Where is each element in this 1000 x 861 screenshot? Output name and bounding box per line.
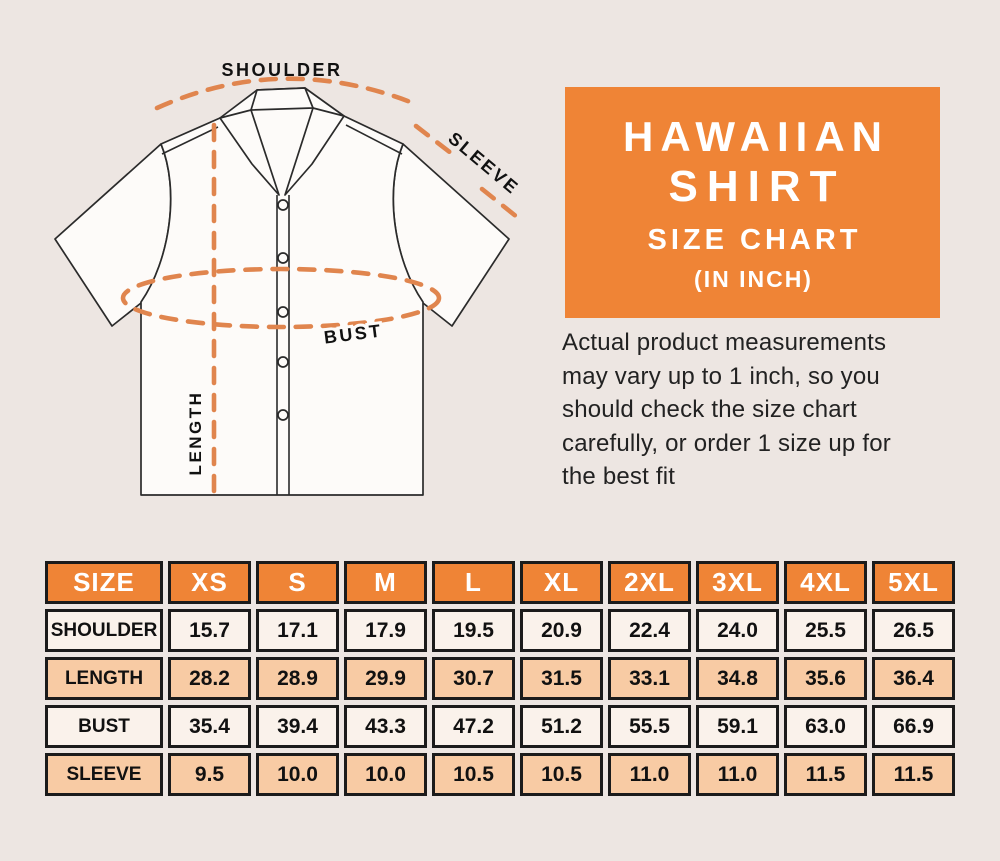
table-cell: 36.4: [872, 657, 955, 700]
size-table-body: [45, 609, 955, 796]
length-label: LENGTH: [186, 390, 205, 476]
note-line: may vary up to 1 inch, so you: [562, 362, 880, 390]
table-cell: 11.0: [696, 753, 779, 796]
table-row-shoulder: [45, 609, 955, 652]
button: [278, 200, 288, 210]
header-cell-5xl: 5XL: [872, 561, 955, 604]
table-cell: 30.7: [432, 657, 515, 700]
table-cell: 17.9: [344, 609, 427, 652]
shirt-body: [141, 88, 423, 495]
header-cell-xs: XS: [168, 561, 251, 604]
note-line: should check the size chart: [562, 396, 857, 423]
table-cell: 31.5: [520, 657, 603, 700]
table-row-sleeve: [45, 753, 955, 796]
table-cell: 28.9: [256, 657, 339, 700]
header-cell-m: M: [344, 561, 427, 604]
title-line-in-inch: (IN INCH): [694, 265, 813, 292]
row-label: SHOULDER: [45, 609, 163, 652]
size-table-header-row: [45, 561, 955, 604]
table-cell: 29.9: [344, 657, 427, 700]
size-table: [40, 556, 960, 801]
note-line: the best fit: [562, 463, 676, 490]
row-label: BUST: [45, 705, 163, 748]
table-cell: 59.1: [696, 705, 779, 748]
button: [278, 253, 288, 263]
table-cell: 15.7: [168, 609, 251, 652]
table-cell: 43.3: [344, 705, 427, 748]
table-cell: 35.4: [168, 705, 251, 748]
table-cell: 10.5: [432, 753, 515, 796]
table-cell: 24.0: [696, 609, 779, 652]
table-cell: 63.0: [784, 705, 867, 748]
table-cell: 25.5: [784, 609, 867, 652]
table-cell: 26.5: [872, 609, 955, 652]
title-box: [565, 87, 940, 318]
table-cell: 10.0: [256, 753, 339, 796]
table-cell: 66.9: [872, 705, 955, 748]
table-cell: 35.6: [784, 657, 867, 700]
table-cell: 17.1: [256, 609, 339, 652]
table-cell: 11.5: [872, 753, 955, 796]
title-line-shirt: SHIRT: [668, 161, 846, 211]
table-cell: 11.0: [608, 753, 691, 796]
button: [278, 410, 288, 420]
note-line: carefully, or order 1 size up for: [562, 429, 891, 457]
header-cell-size: SIZE: [45, 561, 163, 604]
table-cell: 9.5: [168, 753, 251, 796]
table-cell: 55.5: [608, 705, 691, 748]
table-cell: 28.2: [168, 657, 251, 700]
table-cell: 51.2: [520, 705, 603, 748]
note-line: Actual product measurements: [562, 329, 887, 356]
bust-label: BUST: [322, 320, 384, 348]
table-row-bust: [45, 705, 955, 748]
header-cell-l: L: [432, 561, 515, 604]
table-cell: 39.4: [256, 705, 339, 748]
shoulder-label: SHOULDER: [221, 60, 343, 80]
table-row-length: [45, 657, 955, 700]
table-cell: 10.5: [520, 753, 603, 796]
button: [278, 357, 288, 367]
table-cell: 19.5: [432, 609, 515, 652]
table-cell: 34.8: [696, 657, 779, 700]
table-cell: 47.2: [432, 705, 515, 748]
header-cell-s: S: [256, 561, 339, 604]
row-label: SLEEVE: [45, 753, 163, 796]
table-cell: 33.1: [608, 657, 691, 700]
shirt-illustration: [30, 40, 550, 540]
header-cell-4xl: 4XL: [784, 561, 867, 604]
shirt-collar-band: [251, 88, 313, 110]
title-line-hawaiian: HAWAIIAN: [623, 113, 889, 161]
button: [278, 307, 288, 317]
sleeve-label: SLEEVE: [444, 128, 524, 199]
table-cell: 10.0: [344, 753, 427, 796]
table-cell: 22.4: [608, 609, 691, 652]
note-text: [562, 326, 962, 494]
row-label: LENGTH: [45, 657, 163, 700]
title-line-size-chart: SIZE CHART: [647, 223, 862, 256]
header-cell-xl: XL: [520, 561, 603, 604]
shirt-measurement-diagram: [30, 40, 550, 540]
header-cell-2xl: 2XL: [608, 561, 691, 604]
table-cell: 20.9: [520, 609, 603, 652]
table-cell: 11.5: [784, 753, 867, 796]
header-cell-3xl: 3XL: [696, 561, 779, 604]
